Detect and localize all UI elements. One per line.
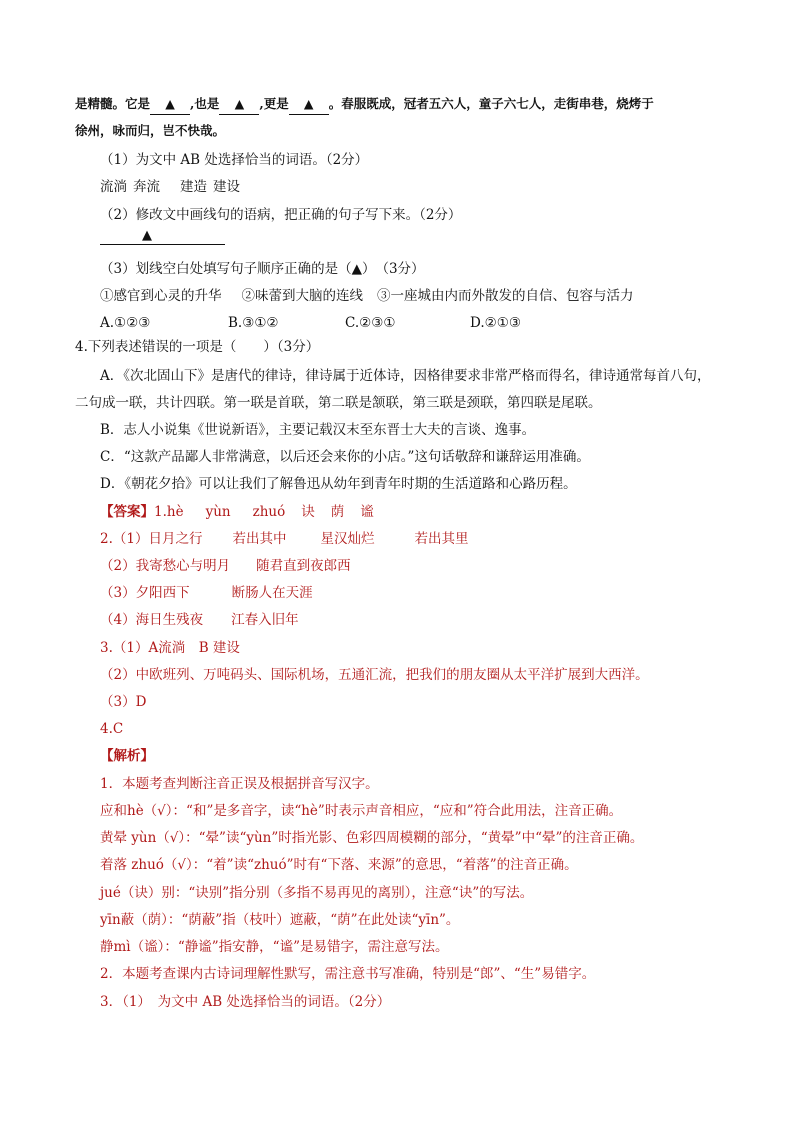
option-word: 建造	[180, 179, 207, 195]
question-4: 4.下列表述错误的一项是（ ）（3分）	[75, 339, 320, 355]
poem-line: 若出其里	[414, 531, 469, 547]
question-4-option-b: B．志人小说集《世说新语》，主要记载汉末至东晋士大夫的言谈、逸事。	[100, 422, 536, 438]
answer-2-row	[100, 529, 468, 549]
poem-line: 2.（1）日月之行	[100, 531, 203, 547]
analysis-paragraph: 黄晕 yùn（√）：“晕”读“yùn”时指光影、色彩四周模糊的部分，“黄晕”中“晕”的注音正确。	[100, 830, 644, 846]
passage-line-2: 徐州，咏而归，岂不快哉。	[75, 123, 226, 138]
order-item: ②味蕾到大脑的连线	[241, 288, 363, 304]
option-word: 奔流	[133, 179, 160, 195]
choice-c: C.②③①	[345, 315, 396, 331]
passage-line-1	[75, 94, 654, 115]
analysis-paragraph: 1．本题考查判断注音正误及根据拼音写汉字。	[100, 776, 379, 792]
poem-line: 断肠人在天涯	[231, 585, 313, 601]
poem-line: （2）我寄愁心与明月	[100, 558, 231, 574]
answer-blank-mark: ▲	[142, 228, 152, 243]
poem-line: （4）海日生残夜	[100, 612, 204, 628]
character-answer: 荫	[330, 504, 345, 520]
answer-label: 【答案】	[100, 504, 154, 520]
answer-3-3: （3）D	[100, 694, 147, 710]
choice-a: A.①②③	[100, 315, 151, 331]
poem-line: 若出其中	[232, 531, 287, 547]
character-answer: 诀	[301, 504, 315, 520]
analysis-paragraph: 着落 zhuó（√）：“着”读“zhuó”时有“下落、来源”的意思，“着落”的注音正确。	[100, 857, 578, 873]
analysis-paragraph: yīn蔽（荫）：“荫蔽”指（枝叶）遮蔽，“荫”在此处读“yīn”。	[100, 912, 460, 928]
order-item: ①感官到心灵的升华	[100, 288, 222, 304]
character-answer: 谧	[360, 504, 374, 520]
answer-line	[100, 244, 225, 245]
passage-text: 。春服既成，冠者五六人，童子六七人，走街串巷，烧烤于	[328, 96, 654, 111]
analysis-paragraph: 静mì（谧）：“静谧”指安静，“谧”是易错字，需注意写法。	[100, 939, 449, 955]
question-4-option-a-cont: 二句成一联，共计四联。第一联是首联，第二联是颔联，第三联是颈联，第四联是尾联。	[75, 395, 602, 411]
fill-blank: ▲	[219, 94, 259, 115]
answer-4: 4.C	[100, 721, 124, 737]
pinyin-answer: hè	[166, 504, 184, 520]
analysis-paragraph: 3．（1） 为文中 AB 处选择恰当的词语。（2分）	[100, 994, 391, 1010]
question-3-2: （2）修改文中画线句的语病，把正确的句子写下来。（2分）	[100, 207, 462, 223]
analysis-label: 【解析】	[100, 748, 154, 764]
analysis-paragraph: 应和hè（√）：“和”是多音字，读“hè”时表示声音相应，“应和”符合此用法，注音正确。	[100, 803, 623, 819]
passage-text: ,也是	[190, 96, 220, 111]
option-word: 流淌	[100, 179, 127, 195]
answer-1	[100, 502, 374, 522]
question-4-option-d: D．《朝花夕拾》可以让我们了解鲁迅从幼年到青年时期的生活道路和心路历程。	[100, 476, 577, 492]
option-word: 建设	[213, 179, 240, 195]
question-3-1: （1）为文中 AB 处选择恰当的词语。（2分）	[100, 152, 369, 168]
fill-blank: ▲	[150, 94, 190, 115]
pinyin-answer: yùn	[205, 504, 231, 520]
analysis-paragraph: jué（诀）别：“诀别”指分别（多指不易再见的离别），注意“诀”的写法。	[100, 885, 534, 901]
fill-blank: ▲	[289, 94, 329, 115]
poem-line: 星汉灿烂	[320, 531, 375, 547]
question-3-1-options	[100, 177, 240, 197]
answer-number: 1.	[154, 504, 167, 520]
answer-2-row	[100, 610, 299, 630]
pinyin-answer: zhuó	[252, 504, 286, 520]
choice-b: B.③①②	[228, 315, 279, 331]
passage-text: ,更是	[259, 96, 289, 111]
question-4-option-c: C．“这款产品鄙人非常满意，以后还会来你的小店。”这句话敬辞和谦辞运用准确。	[100, 449, 590, 465]
choice-d: D.②①③	[470, 315, 521, 331]
poem-line: （3）夕阳西下	[100, 585, 190, 601]
passage-text: 是精髓。它是	[75, 96, 151, 111]
answer-2-row	[100, 556, 351, 576]
question-4-option-a: A．《次北固山下》是唐代的律诗，律诗属于近体诗，因格律要求非常严格而得名，律诗通常每首八句，	[100, 368, 711, 384]
analysis-paragraph: 2．本题考查课内古诗词理解性默写，需注意书写准确，特别是“郎”、“生”易错字。	[100, 966, 596, 982]
answer-2-row	[100, 583, 313, 603]
order-item: ③一座城由内而外散发的自信、包容与活力	[377, 288, 634, 304]
answer-3-2: （2）中欧班列、万吨码头、国际机场，五通汇流，把我们的朋友圈从太平洋扩展到大西洋。	[100, 667, 649, 683]
question-3-3: （3）划线空白处填写句子顺序正确的是（▲） （3分）	[100, 261, 425, 277]
poem-line: 江春入旧年	[231, 612, 299, 628]
question-3-3-items	[100, 286, 634, 306]
answer-3-1: 3.（1）A流淌 B 建设	[100, 640, 240, 656]
poem-line: 随君直到夜郎西	[256, 558, 351, 574]
